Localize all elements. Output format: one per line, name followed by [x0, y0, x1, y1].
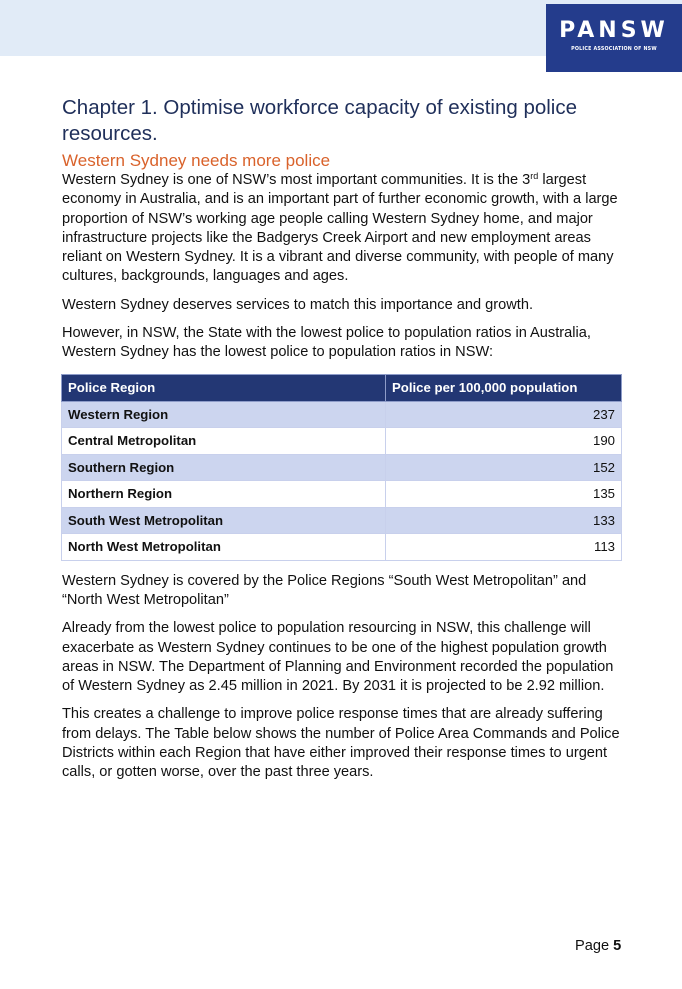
- table-row: [62, 428, 622, 455]
- section-title: Western Sydney needs more police: [62, 151, 331, 170]
- page-number: [575, 938, 621, 954]
- paragraph-deserves: Western Sydney deserves services to match this importance and growth.: [62, 296, 533, 313]
- chapter-title: Chapter 1. Optimise workforce capacity of existing police resources.: [62, 96, 578, 145]
- paragraph-intro: [62, 171, 622, 287]
- region-name: Western Region: [62, 401, 386, 428]
- paragraph-response-times: This creates a challenge to improve police response times that are already suffering from delays. The Table below shows the number of Police Area Commands and Police Districts within each Region that have either improved their response times to urgent calls, or gotten worse, over the past three years.: [62, 706, 620, 781]
- table-header-row: [62, 374, 622, 401]
- region-value: 135: [386, 481, 622, 508]
- region-name: Northern Region: [62, 481, 386, 508]
- table-row: [62, 401, 622, 428]
- paragraph-growth: Already from the lowest police to population resourcing in NSW, this challenge will exacerbate as Western Sydney continues to be one of the highest population growth areas in NSW. The Department of Planning and Environment recorded the population of Western Sydney as 2.45 million in 2021. By 2031 it is projected to be 2.92 million.: [62, 620, 614, 695]
- region-name: North West Metropolitan: [62, 534, 386, 561]
- paragraph-intro-part1: Western Sydney is one of NSW’s most important communities. It is the 3: [62, 172, 531, 188]
- page-content: [62, 95, 622, 783]
- region-name: South West Metropolitan: [62, 507, 386, 534]
- paragraph-coverage: Western Sydney is covered by the Police Regions “South West Metropolitan” and “North West Metropolitan”: [62, 572, 587, 608]
- table-row: [62, 507, 622, 534]
- paragraph-ratios: However, in NSW, the State with the lowest police to population ratios in Australia, Western Sydney has the lowest police to population ratios in NSW:: [62, 325, 591, 361]
- pansw-logo: [546, 4, 682, 72]
- ordinal-superscript: rd: [530, 171, 539, 181]
- page-label: Page: [575, 938, 610, 954]
- region-value: 113: [386, 534, 622, 561]
- region-name: Central Metropolitan: [62, 428, 386, 455]
- region-value: 190: [386, 428, 622, 455]
- logo-brand: PANSW: [559, 18, 669, 43]
- region-value: 133: [386, 507, 622, 534]
- column-header-ratio: Police per 100,000 population: [386, 374, 622, 401]
- paragraph-intro-part2: largest economy in Australia, and is an important part of further economic growth, with a large proportion of NSW’s working age people calling Western Sydney home, and major infrastructure projects like the Badgerys Creek Airport and new employment areas reliant on Western Sydney. It is a vibrant and diverse community, with people of many cultures, backgrounds, languages and ages.: [62, 172, 618, 285]
- region-name: Southern Region: [62, 454, 386, 481]
- column-header-region: Police Region: [62, 374, 386, 401]
- table-row: [62, 481, 622, 508]
- table-row: [62, 454, 622, 481]
- page-number-value: 5: [613, 938, 622, 954]
- region-value: 237: [386, 401, 622, 428]
- logo-tagline: POLICE ASSOCIATION OF NSW: [571, 47, 657, 52]
- table-row: [62, 534, 622, 561]
- region-value: 152: [386, 454, 622, 481]
- police-ratio-table: [61, 374, 622, 561]
